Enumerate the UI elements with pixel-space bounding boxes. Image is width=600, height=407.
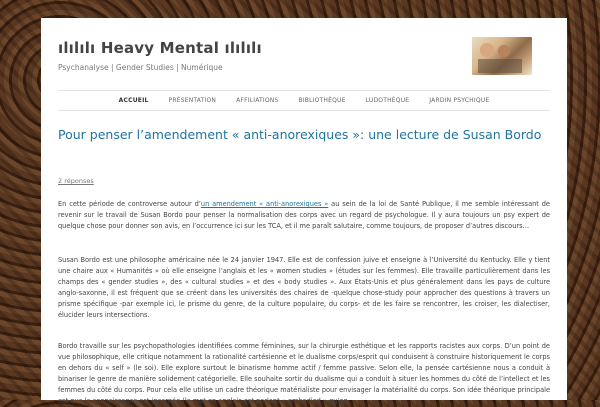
paragraph: Susan Bordo est une philosophe américaine née le 24 janvier 1947. Elle est de confession juive et enseigne à l’Université du Kentucky. Elle y tient une chaire aux « Humanités » où elle enseigne l’anglais et les « women studies » (études sur les femmes). Elle travaille particulièrement dans les champs des « gender studies », des « cultural studies » et des « body studies ». Aux États-Unis et plus généralement dans les pays de culture anglo-saxonne, il est fréquent que se créent dans les universités des chaires de -quelque chose-study pour approcher des questions à travers un prisme spécifique -par exemple ici, le prisme du genre, de la culture populaire, du corps- et de les faire se rencontrer, les croiser, les dialectiser, élucider leurs intersections. xyxy=(58,256,550,319)
site-description: Psychanalyse | Gender Studies | Numérique xyxy=(58,63,223,72)
figure-shape xyxy=(478,59,522,73)
amendement-link[interactable]: un amendement « anti-anorexiques » xyxy=(200,200,329,208)
paragraph: Bordo travaille sur les psychopathologies identifiées comme féminines, sur la chirurgie esthétique et les rapports racistes aux corps. D’un point de vue philosophique, elle critique notamment la rationalité cartésienne et le dualisme corps/esprit qui conduisent à construire historiquement le corps en dehors du « self » (le soi). Elle explore surtout le binarisme homme actif / femme passive. Selon elle, la pensée cartésienne nous a conduit à binariser le genre de manière solidement catégorielle. Elle souhaite sortir du dualisme qui a conduit à situer les hommes du côté de l’intellect et les femmes du côté du corps. Pour cela elle utilise un cadre théorique matérialiste pour envisager la matérialité du corps. Son idée théorique principale est que la connaissance est incarnée (le mot en anglais est parlant « embodied » qu’on xyxy=(58,342,550,405)
main-navigation xyxy=(58,90,550,111)
paragraph-text: En cette période de controverse autour d’ xyxy=(58,200,201,208)
page-container xyxy=(41,18,567,405)
nav-item-ludotheque[interactable]: LUDOTHÈQUE xyxy=(365,97,410,104)
nav-item-affiliations[interactable]: AFFILIATIONS xyxy=(236,97,279,104)
paragraph xyxy=(58,199,550,232)
site-title[interactable]: ılılılı Heavy Mental ılılılı xyxy=(58,39,262,57)
nav-item-jardin-psychique[interactable]: JARDIN PSYCHIQUE xyxy=(429,97,490,104)
post-title[interactable]: Pour penser l’amendement « anti-anorexiques »: une lecture de Susan Bordo xyxy=(58,127,542,142)
nav-item-bibliotheque[interactable]: BIBLIOTHÈQUE xyxy=(298,97,346,104)
paragraph-text: au sein de la loi de Santé Publique, il me semble intéressant de revenir sur le travail de Susan Bordo pour penser la normalisation des corps avec un regard de psychologue. Il y aura toujours un psy expert de quelque chose pour donner son avis, en l’occurrence ici sur les TCA, et il me paraît salutaire, comme toujours, de proposer d’autres discours… xyxy=(58,200,550,230)
post-content xyxy=(58,127,550,405)
replies-link[interactable]: 2 réponses xyxy=(58,177,94,185)
figure-shape xyxy=(480,43,494,57)
site-header xyxy=(58,18,550,90)
nav-item-presentation[interactable]: PRÉSENTATION xyxy=(168,97,217,104)
nav-item-accueil[interactable]: ACCUEIL xyxy=(118,97,149,104)
header-image[interactable] xyxy=(472,37,532,75)
figure-shape xyxy=(498,45,510,57)
